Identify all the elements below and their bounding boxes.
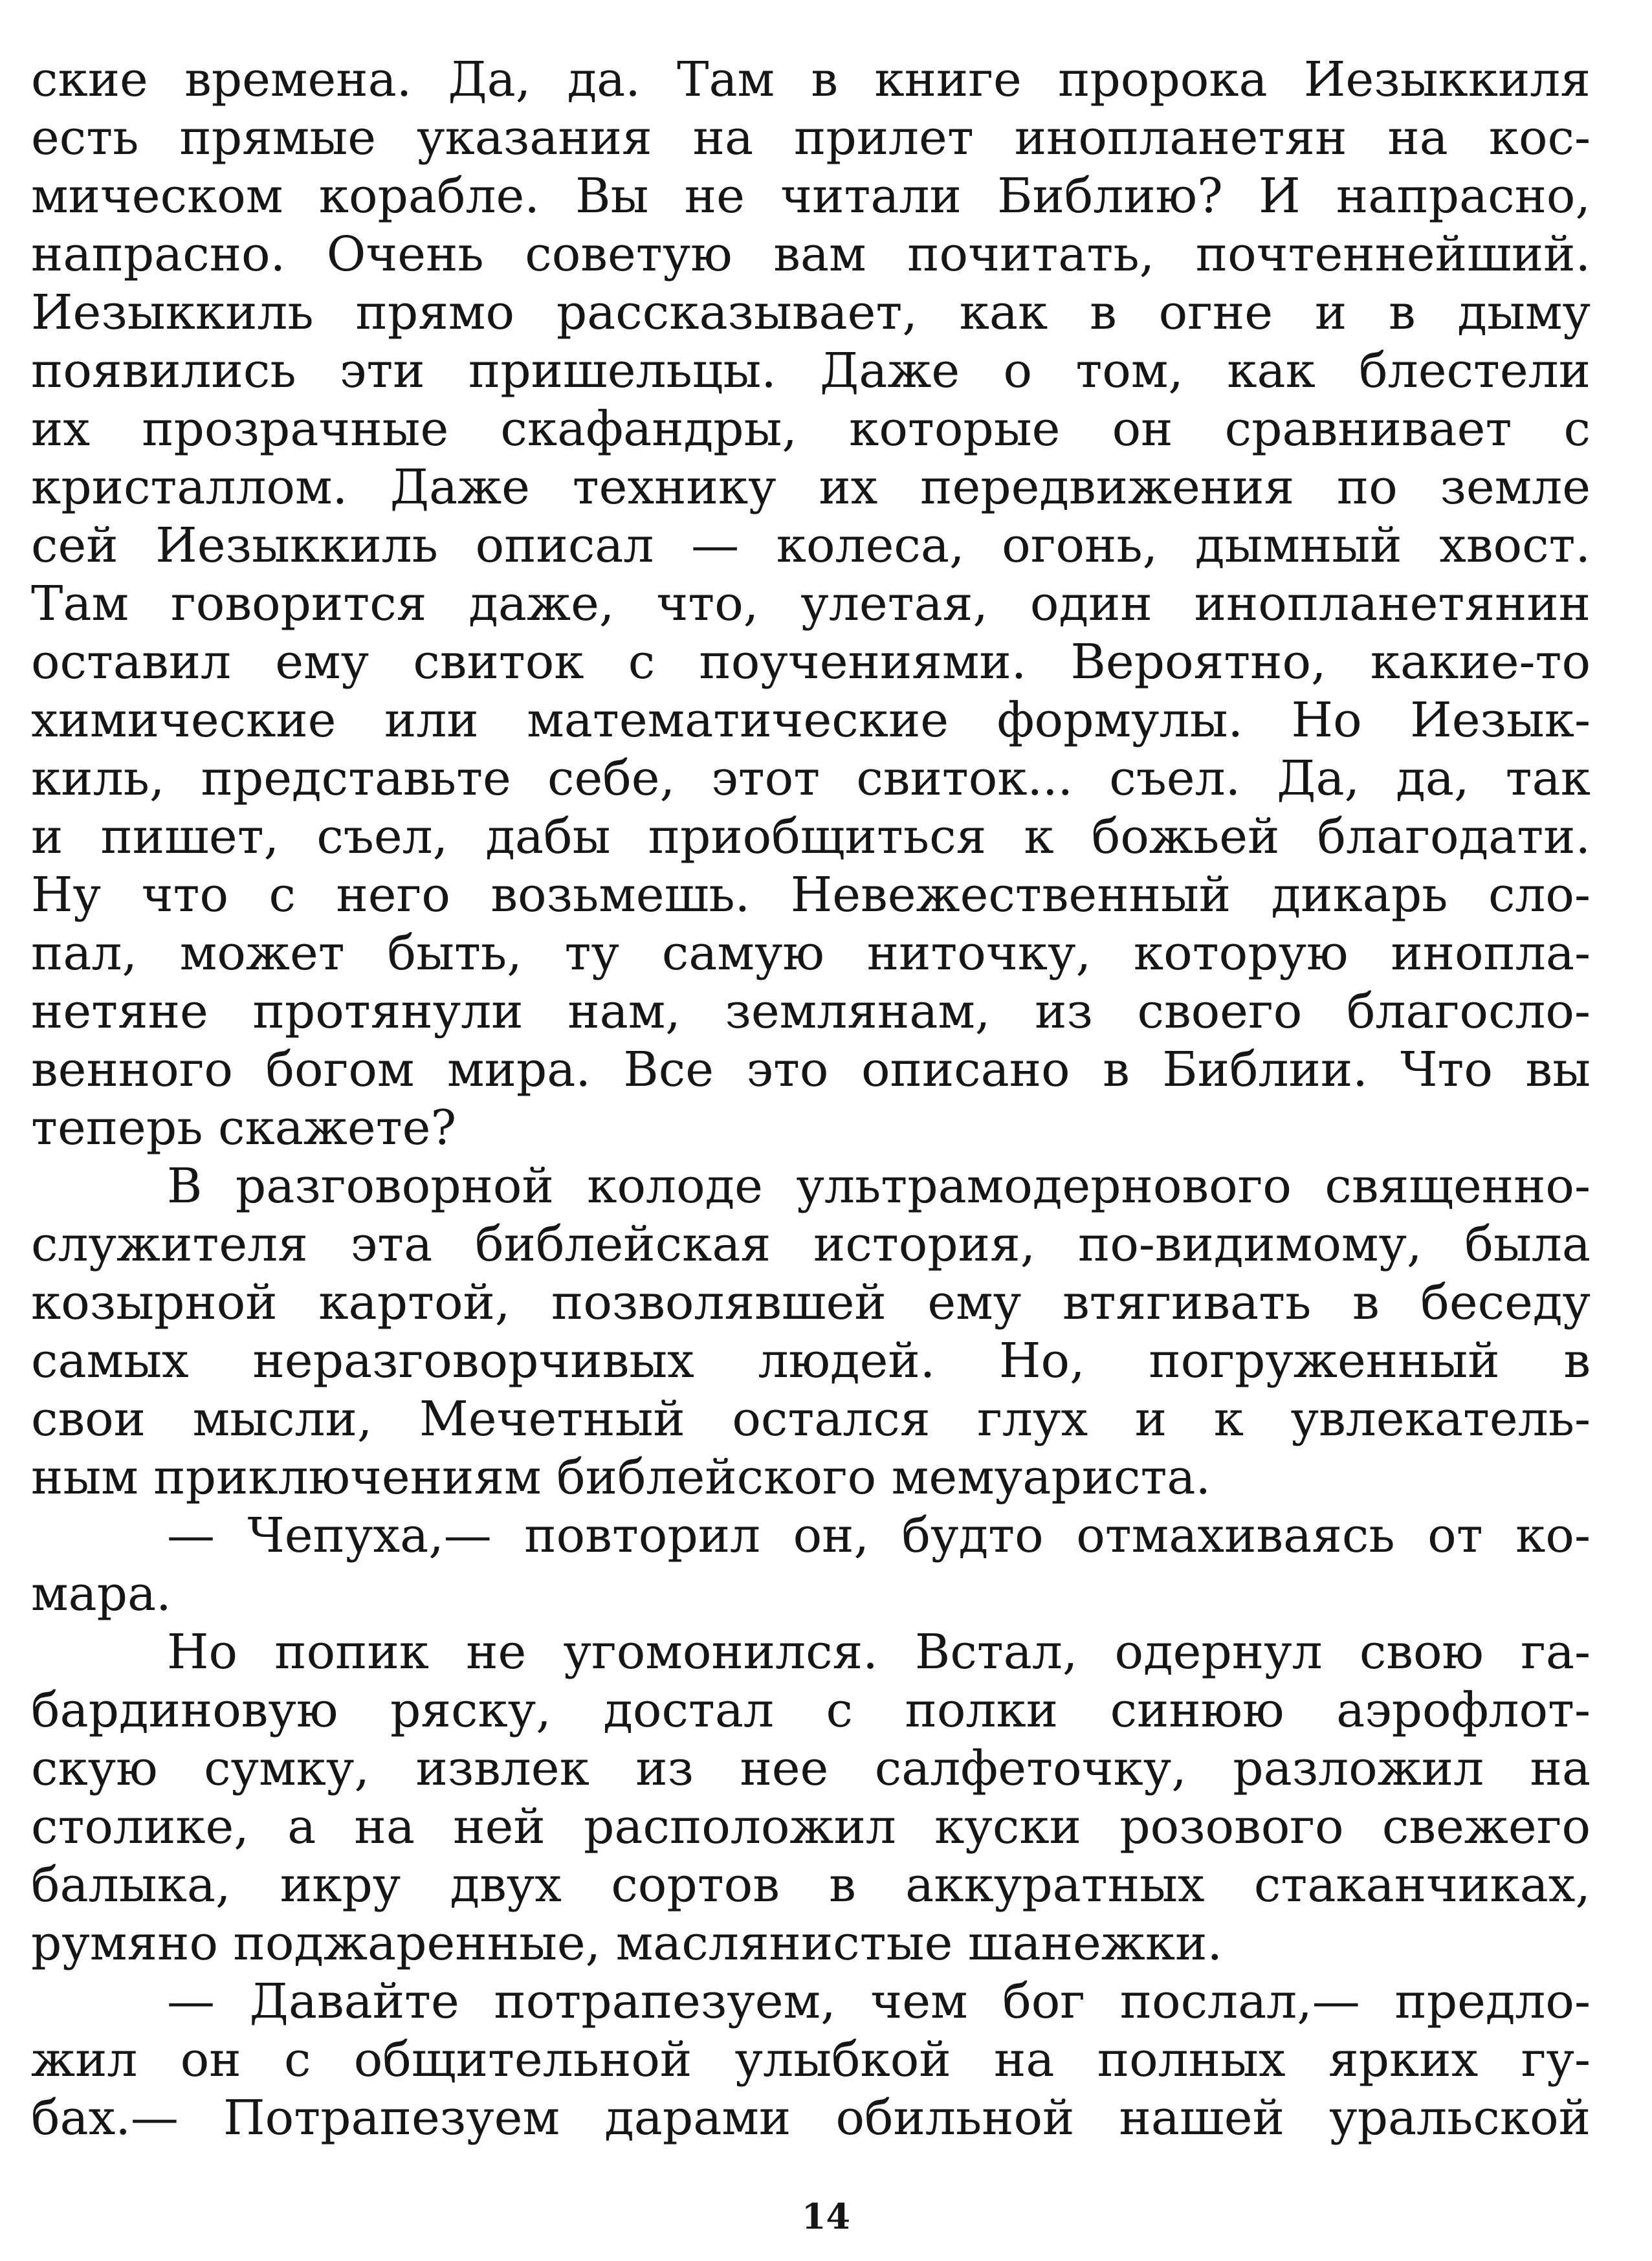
text-line: кристаллом. Даже технику их передвижения по земле (31, 459, 1591, 515)
paragraph (31, 1157, 1591, 1506)
text-line: столике, а на ней расположил куски розового свежего (31, 1799, 1591, 1855)
text-line: балыка, икру двух сортов в аккуратных стаканчиках, (31, 1857, 1591, 1913)
paragraph (31, 1623, 1591, 1972)
text-line: самых неразговорчивых людей. Но, погруженный в (31, 1333, 1591, 1389)
text-line: киль, представьте себе, этот свиток... съел. Да, да, так (31, 751, 1591, 806)
text-line: бах.— Потрапезуем дарами обильной нашей уральской (31, 2090, 1591, 2146)
text-line: В разговорной колоде ультрамодернового священно- (167, 1158, 1591, 1214)
text-line: бардиновую ряску, достал с полки синюю аэрофлот- (31, 1682, 1591, 1738)
page-number: 14 (801, 2196, 851, 2237)
body-text (31, 50, 1591, 2147)
text-line: оставил ему свиток с поучениями. Вероятно, какие-то (31, 634, 1591, 690)
text-line: свои мысли, Мечетный остался глух и к увлекатель- (31, 1391, 1591, 1447)
text-line: ным приключениям библейского мемуариста. (31, 1450, 1211, 1505)
text-line: Но попик не угомонился. Встал, одернул свою га- (167, 1624, 1591, 1680)
text-line: Иезыккиль прямо рассказывает, как в огне и в дыму (31, 285, 1591, 340)
text-line: козырной картой, позволявшей ему втягивать в беседу (31, 1275, 1591, 1330)
text-line: ские времена. Да, да. Там в книге пророка Иезыккиля (31, 52, 1591, 107)
text-line: служителя эта библейская история, по-видимому, была (31, 1217, 1591, 1272)
text-line: нетяне протянули нам, землянам, из своего благосло- (31, 984, 1591, 1039)
paragraph (31, 1972, 1591, 2147)
text-line: есть прямые указания на прилет инопланетян на кос- (31, 110, 1591, 166)
text-line: — Давайте потрапезуем, чем бог послал,— предло- (167, 1974, 1591, 2029)
text-line: их прозрачные скафандры, которые он сравнивает с (31, 401, 1591, 457)
text-line: мическом корабле. Вы не читали Библию? И напрасно, (31, 168, 1591, 224)
text-line: появились эти пришельцы. Даже о том, как блестели (31, 343, 1591, 399)
text-line: скую сумку, извлек из нее салфеточку, разложил на (31, 1741, 1591, 1796)
text-line: мара. (31, 1566, 171, 1622)
text-line: — Чепуха,— повторил он, будто отмахиваясь от ко- (167, 1508, 1591, 1563)
text-line: венного богом мира. Все это описано в Библии. Что вы (31, 1042, 1591, 1097)
text-line: теперь скажете? (31, 1100, 457, 1156)
text-line: сей Иезыккиль описал — колеса, огонь, дымный хвост. (31, 518, 1591, 573)
text-line: напрасно. Очень советую вам почитать, почтеннейший. (31, 226, 1591, 282)
text-line: Ну что с него возьмешь. Невежественный дикарь сло- (31, 867, 1591, 923)
text-line: Там говорится даже, что, улетая, один инопланетянин (31, 576, 1591, 632)
text-line: химические или математические формулы. Но Иезык- (31, 692, 1591, 748)
paragraph (31, 50, 1591, 1157)
text-line: румяно поджаренные, маслянистые шанежки. (31, 1915, 1222, 1971)
text-line: пал, может быть, ту самую ниточку, которую инопла- (31, 925, 1591, 981)
text-line: и пишет, съел, дабы приобщиться к божьей благодати. (31, 809, 1591, 865)
text-line: жил он с общительной улыбкой на полных ярких гу- (31, 2032, 1591, 2088)
paragraph (31, 1506, 1591, 1623)
